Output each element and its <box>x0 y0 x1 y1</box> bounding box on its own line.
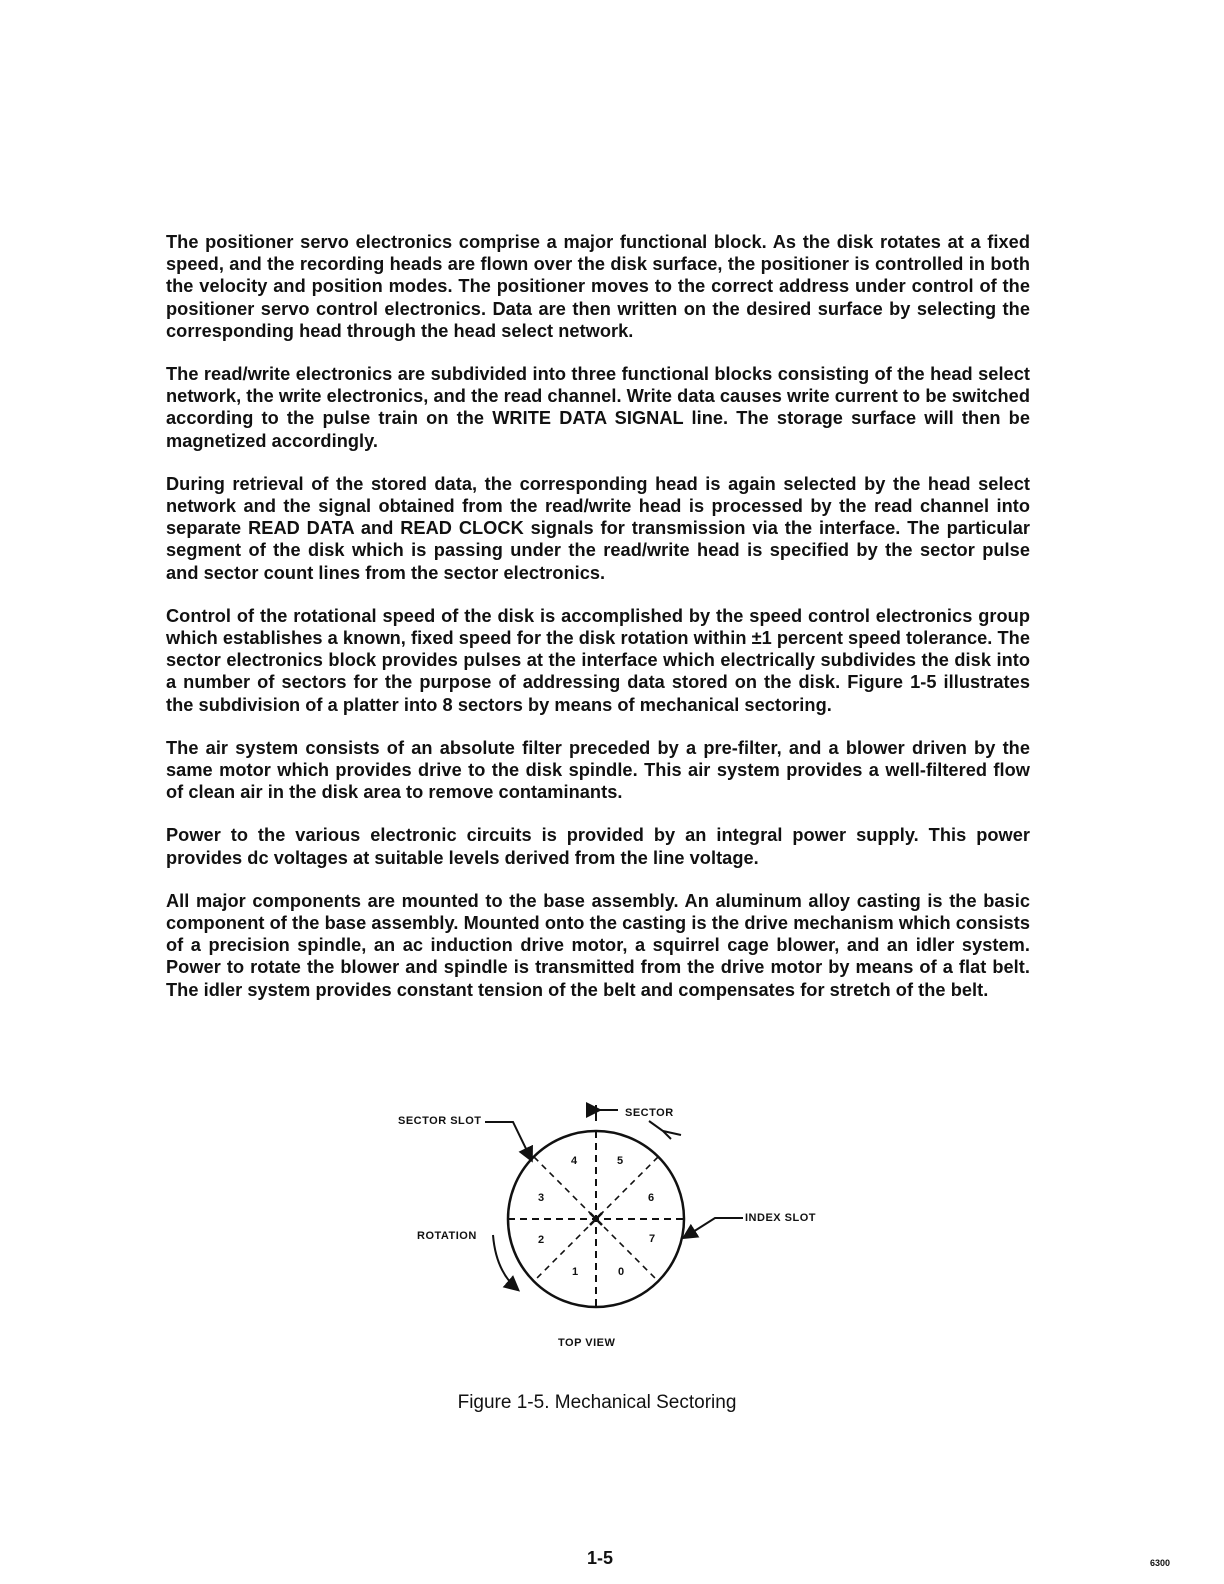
index-slot-leader <box>685 1218 743 1237</box>
page-number: 1-5 <box>586 1548 613 1568</box>
sector-number-2: 2 <box>538 1234 545 1246</box>
sector-number-3: 3 <box>538 1192 545 1204</box>
rotation-arrow <box>493 1235 517 1289</box>
sector-number-5: 5 <box>617 1155 624 1167</box>
paragraph-read-write: The read/write electronics are subdivided into three functional blocks consisting of the head select network, the write electronics, and the read channel. Write data causes write current to be switched according to the pulse train on the WRITE DATA SIGNAL line. The storage surface will then be magnetized accordingly. <box>166 364 1030 451</box>
figure-caption: Figure 1-5. Mechanical Sectoring <box>457 1392 737 1413</box>
sector-slot-leader <box>485 1122 531 1159</box>
sector-number-6: 6 <box>648 1192 655 1204</box>
document-code: 6300 <box>1150 1558 1171 1568</box>
body-text <box>166 231 1030 1022</box>
rotation-label: ROTATION <box>417 1230 477 1242</box>
sector-number-0: 0 <box>618 1266 625 1278</box>
sector-leader <box>649 1121 671 1139</box>
paragraph-power: Power to the various electronic circuits is provided by an integral power supply. This power provides dc voltages at suitable levels derived from the line voltage. <box>166 825 1030 868</box>
top-view-label: TOP VIEW <box>558 1337 616 1349</box>
paragraph-speed-control: Control of the rotational speed of the disk is accomplished by the speed control electronics group which establishes a known, fixed speed for the disk rotation within ±1 percent speed tolerance. The sector electronics block provides pulses at the interface which electrically subdivides the disk into a number of sectors for the purpose of addressing data stored on the disk. Figure 1-5 illustrates the subdivision of a platter into 8 sectors by means of mechanical sectoring. <box>166 605 1030 715</box>
sector-number-4: 4 <box>571 1155 578 1167</box>
paragraph-retrieval: During retrieval of the stored data, the corresponding head is again selected by the head select network and the signal obtained from the read/write head is processed by the read channel into separate READ DATA and READ CLOCK signals for transmission via the interface. The particular segment of the disk which is passing under the read/write head is specified by the sector pulse and sector count lines from the sector electronics. <box>166 473 1030 583</box>
sector-label: SECTOR <box>625 1107 674 1119</box>
sector-number-1: 1 <box>572 1266 579 1278</box>
paragraph-positioner: The positioner servo electronics comprise a major functional block. As the disk rotates at a fixed speed, and the recording heads are flown over the disk surface, the positioner is controlled in both the velocity and position modes. The positioner moves to the correct address under control of the positioner servo control electronics. Data are then written on the desired surface by selecting the corresponding head through the head select network. <box>166 232 1030 341</box>
sector-slot-label: SECTOR SLOT <box>398 1115 482 1127</box>
mechanical-sectoring-figure <box>395 1095 835 1365</box>
paragraph-air-system: The air system consists of an absolute filter preceded by a pre-filter, and a blower driven by the same motor which provides drive to the disk spindle. This air system provides a well-filtered flow of clean air in the disk area to remove contaminants. <box>166 737 1030 803</box>
index-slot-label: INDEX SLOT <box>745 1212 817 1224</box>
paragraph-base-assembly: All major components are mounted to the base assembly. An aluminum alloy casting is the basic component of the base assembly. Mounted onto the casting is the drive mechanism which consists of a precision spindle, an ac induction drive motor, a squirrel cage blower, and an idler system. Power to rotate the blower and spindle is transmitted from the drive motor by means of a flat belt. The idler system provides constant tension of the belt and compensates for stretch of the belt. <box>166 890 1030 1000</box>
sector-number-7: 7 <box>649 1233 656 1245</box>
